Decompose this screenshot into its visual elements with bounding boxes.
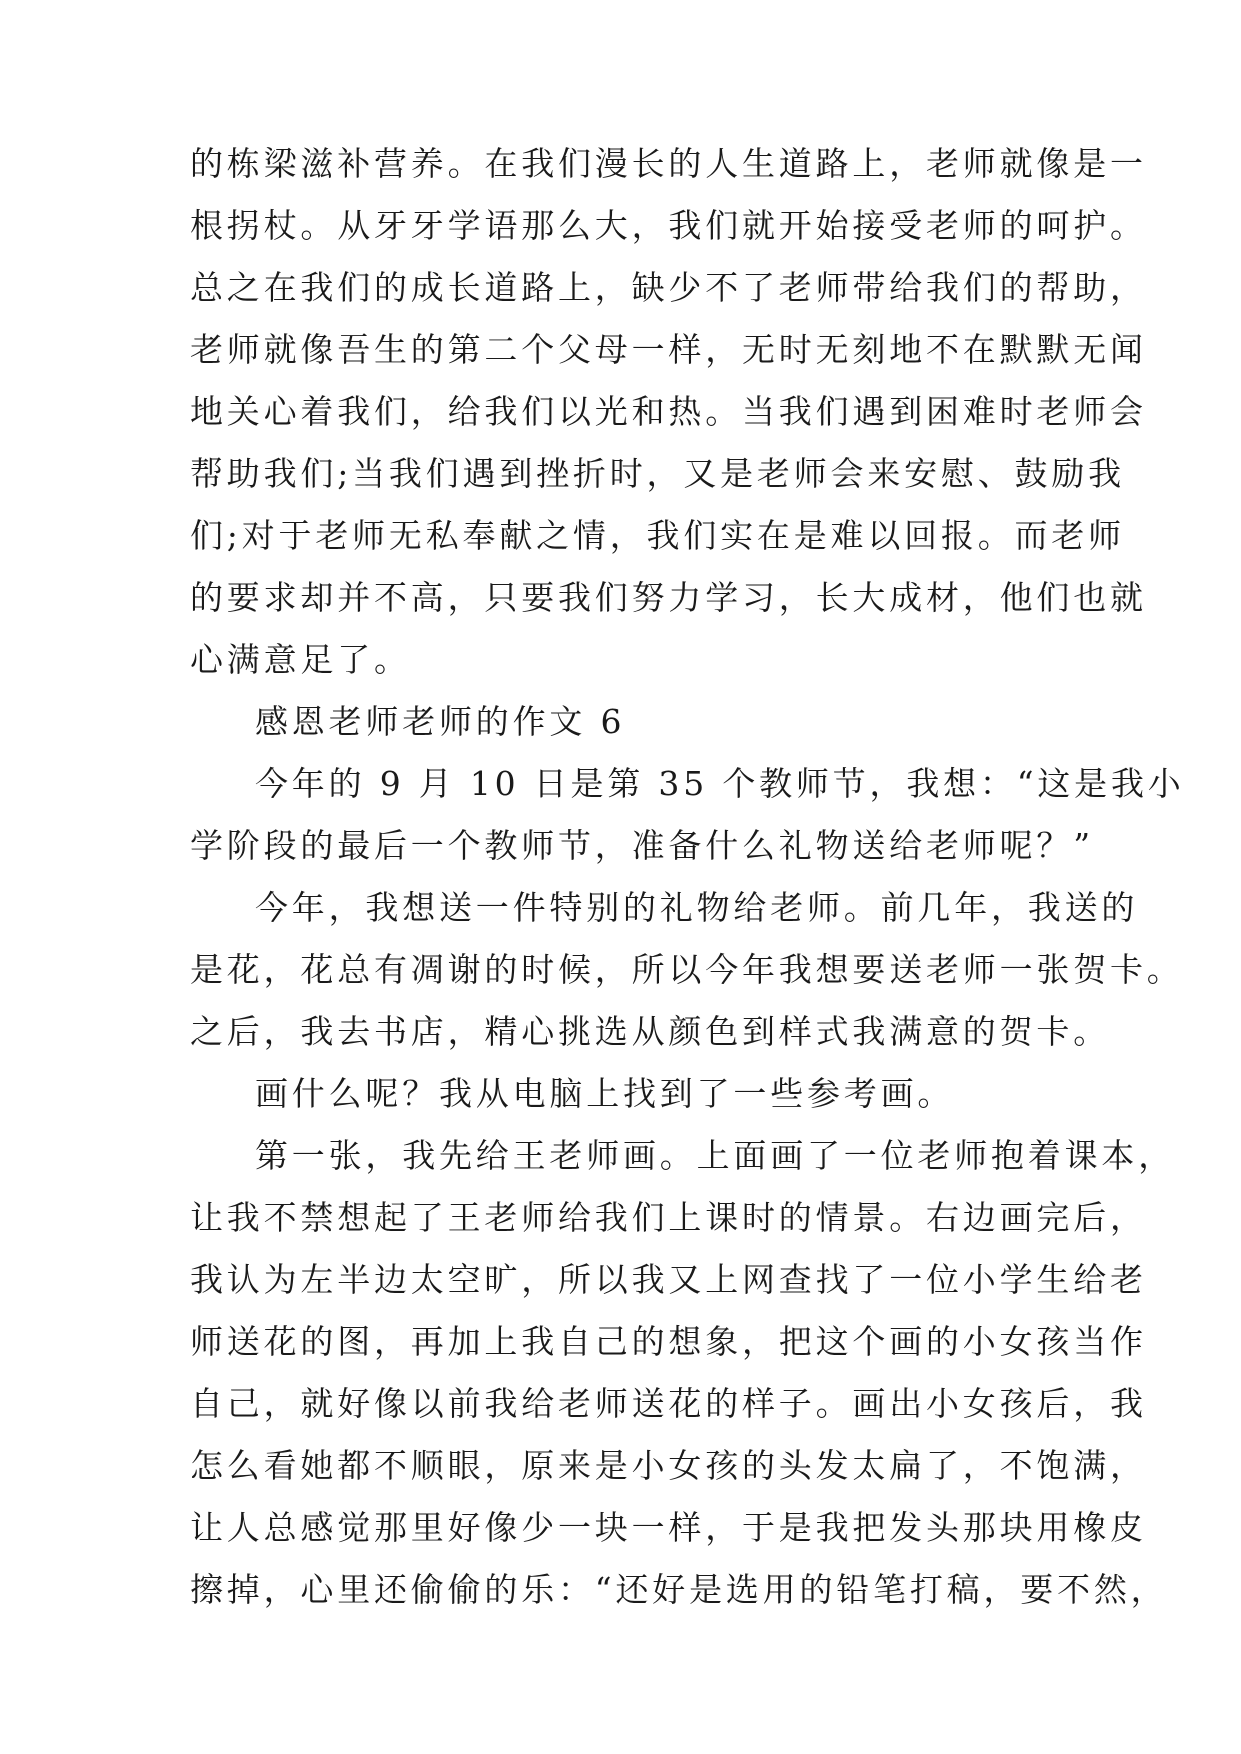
text-line: 擦掉，心里还偷偷的乐：“还好是选用的铅笔打稿，要不然， (190, 1570, 1168, 1609)
paragraph-start: 画什么呢？我从电脑上找到了一些参考画。 (255, 1074, 955, 1113)
text-line: 师送花的图，再加上我自己的想象，把这个画的小女孩当作 (190, 1322, 1147, 1361)
text-line: 我认为左半边太空旷，所以我又上网查找了一位小学生给老 (190, 1260, 1147, 1299)
paragraph-start: 第一张，我先给王老师画。上面画了一位老师抱着课本， (255, 1136, 1175, 1175)
text-line: 学阶段的最后一个教师节，准备什么礼物送给老师呢？” (190, 826, 1094, 865)
section-heading: 感恩老师老师的作文 6 (255, 702, 626, 741)
text-line: 之后，我去书店，精心挑选从颜色到样式我满意的贺卡。 (190, 1012, 1110, 1051)
text-line: 们;对于老师无私奉献之情，我们实在是难以回报。而老师 (190, 516, 1125, 555)
paragraph-start: 今年，我想送一件特别的礼物给老师。前几年，我送的 (255, 888, 1139, 927)
text-line: 的要求却并不高，只要我们努力学习，长大成材，他们也就 (190, 578, 1147, 617)
text-line: 帮助我们;当我们遇到挫折时，又是老师会来安慰、鼓励我 (190, 454, 1125, 493)
text-line: 的栋梁滋补营养。在我们漫长的人生道路上，老师就像是一 (190, 144, 1147, 183)
text-line: 心满意足了。 (190, 640, 411, 679)
text-line: 自己，就好像以前我给老师送花的样子。画出小女孩后，我 (190, 1384, 1147, 1423)
text-line: 是花，花总有凋谢的时候，所以今年我想要送老师一张贺卡。 (190, 950, 1184, 989)
paragraph-start: 今年的 9 月 10 日是第 35 个教师节，我想：“这是我小 (255, 764, 1185, 803)
text-line: 根拐杖。从牙牙学语那么大，我们就开始接受老师的呵护。 (190, 206, 1147, 245)
text-line: 怎么看她都不顺眼，原来是小女孩的头发太扁了，不饱满， (190, 1446, 1147, 1485)
text-line: 让我不禁想起了王老师给我们上课时的情景。右边画完后， (190, 1198, 1147, 1237)
text-line: 地关心着我们，给我们以光和热。当我们遇到困难时老师会 (190, 392, 1147, 431)
text-line: 总之在我们的成长道路上，缺少不了老师带给我们的帮助， (190, 268, 1147, 307)
text-line: 老师就像吾生的第二个父母一样，无时无刻地不在默默无闻 (190, 330, 1147, 369)
text-line: 让人总感觉那里好像少一块一样，于是我把发头那块用橡皮 (190, 1508, 1147, 1547)
